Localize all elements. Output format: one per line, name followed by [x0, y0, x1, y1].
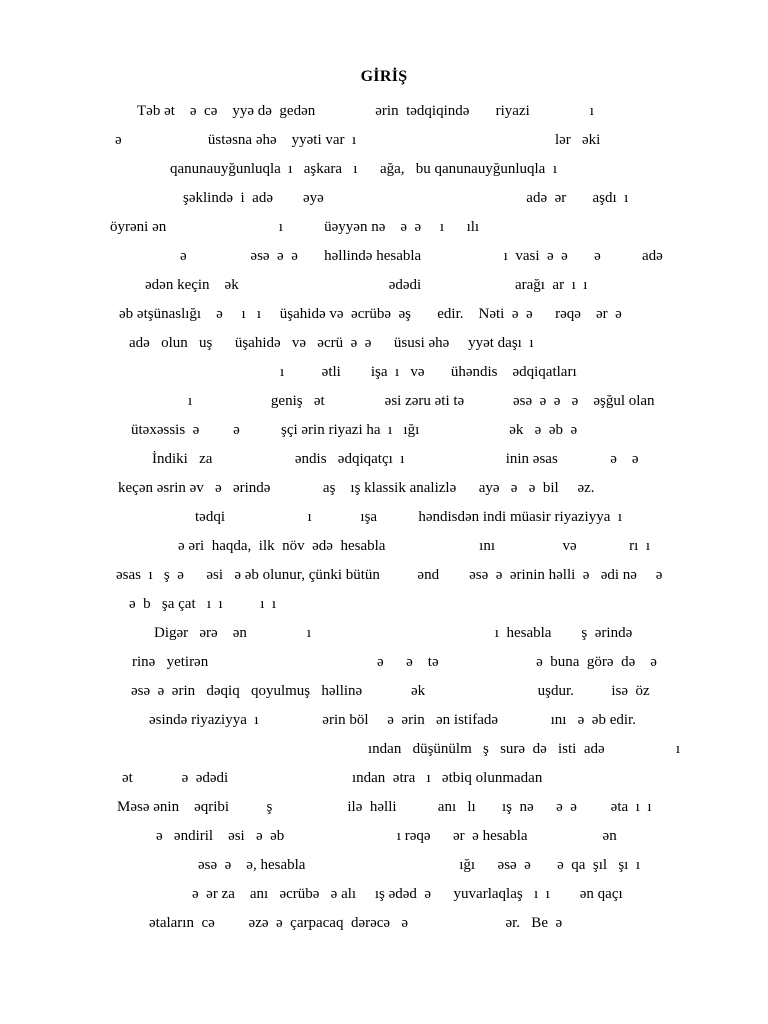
text-line: ı geniş ət əsi zəru əti tə əsə ə ə ə əşğul olan — [188, 393, 655, 409]
text-line: adə olun uş üşahidə və əcrü ə ə üsusi əhə yyət daşı ı — [129, 335, 534, 351]
text-line: öyrəni ən ı üəyyən nə ə ə ı ılı — [110, 219, 480, 235]
text-line: ədən keçin ək ədədi arağı ar ı ı — [145, 277, 588, 293]
text-line: qanunauyğunluqla ı aşkara ı ağa, bu qanunauyğunluqla ı — [170, 161, 557, 177]
text-line: Təb ət ə cə yyə də gedən ərin tədqiqində riyazi ı — [137, 103, 594, 119]
document-title: GİRİŞ — [360, 68, 408, 85]
text-line: Məsə ənin əqribi ş ilə həlli anı lı ış nə ə ə əta ı ı — [117, 799, 652, 815]
text-line: ə ər za anı əcrübə ə alı ış ədəd ə yuvarlaqlaş ı ı ən qaçı — [192, 886, 623, 902]
text-line: əsas ı ş ə əsi ə əb olunur, çünki bütün ənd əsə ə ərinin həlli ə ədi nə ə — [116, 567, 663, 583]
text-line: ə üstəsna əhə yyəti var ı lər əki — [115, 132, 601, 148]
text-line: Digər ərə ən ı ı hesabla ş ərində — [154, 625, 633, 641]
text-line: İndiki za əndis ədqiqatçı ı inin əsas ə ə — [152, 451, 639, 467]
text-line: tədqi ı ışa həndisdən indi müasir riyaziyya ı — [195, 509, 623, 525]
text-line: ətaların cə əzə ə çarpacaq dərəcə ə ər. Be ə — [149, 915, 563, 931]
text-line: ə b şa çat ı ı ı ı — [129, 596, 277, 612]
text-line: əsə ə ərin dəqiq qoyulmuş həllinə ək uşdur. isə öz — [131, 683, 650, 699]
text-line: əsə ə ə, hesabla ığı əsə ə ə qa şıl şı ı — [198, 857, 641, 873]
text-line: əb ətşünaslığı ə ı ı üşahidə və əcrübə əş edir. Nəti ə ə rəqə ər ə — [119, 306, 622, 322]
text-line: rinə yetirən ə ə tə ə buna görə də ə — [132, 654, 657, 670]
text-line: ütəxəssis ə ə şçi ərin riyazi ha ı ığı ək ə əb ə — [131, 422, 578, 438]
text-line: ından düşünülm ş surə də isti adə ı — [368, 741, 681, 757]
text-line: əsində riyaziyya ı ərin böl ə ərin ən istifadə ını ə əb edir. — [149, 712, 636, 728]
text-line: ə əri haqda, ilk növ ədə hesabla ını və rı ı — [178, 538, 650, 554]
text-line: ət ə ədədi ından ətra ı ətbiq olunmadan — [122, 770, 543, 786]
text-line: şəklində i adə əyə adə ər aşdı ı — [183, 190, 629, 206]
text-line: keçən əsrin əv ə ərində aş ış klassik analizlə ayə ə ə bil əz. — [118, 480, 595, 496]
text-line: ə əsə ə ə həllində hesabla ı vasi ə ə ə adə — [180, 248, 663, 264]
text-line: ə əndiril əsi ə əb ı rəqə ər ə hesabla ən — [156, 828, 617, 844]
text-line: ı ətli işa ı və ühəndis ədqiqatları — [280, 364, 577, 380]
